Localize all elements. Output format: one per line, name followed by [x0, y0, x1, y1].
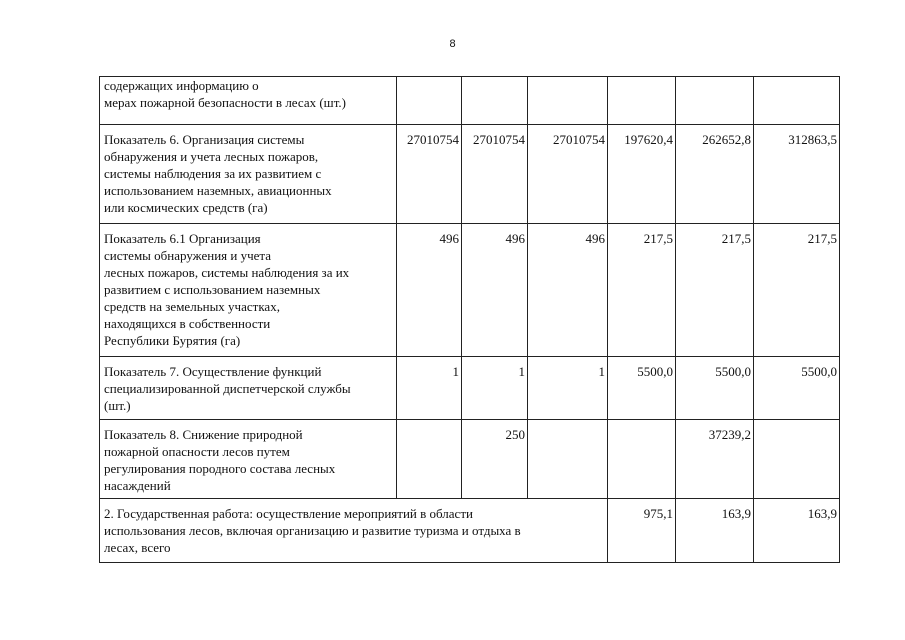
value-cell	[462, 77, 528, 125]
value-cell	[528, 77, 608, 125]
indicator-label: Показатель 8. Снижение природной пожарной опасности лесов путем регулирования породного состава лесных насаждений	[100, 420, 397, 499]
value-cell: 163,9	[754, 499, 840, 563]
indicator-label: Показатель 6.1 Организация системы обнаружения и учета лесных пожаров, системы наблюдения за их развитием с использованием наземных средств на земельных участках, находящихся в собственности Республики Бурятия (га)	[100, 224, 397, 357]
table-row	[100, 357, 840, 420]
value-cell: 5500,0	[754, 357, 840, 420]
value-cell	[754, 420, 840, 499]
value-cell	[608, 420, 676, 499]
value-cell: 37239,2	[676, 420, 754, 499]
value-cell: 1	[528, 357, 608, 420]
value-cell	[397, 420, 462, 499]
forest-indicators-table	[99, 76, 840, 563]
value-cell: 496	[528, 224, 608, 357]
value-cell: 496	[397, 224, 462, 357]
value-cell: 975,1	[608, 499, 676, 563]
value-cell: 163,9	[676, 499, 754, 563]
indicator-label: Показатель 6. Организация системы обнаружения и учета лесных пожаров, системы наблюдения за их развитием с использованием наземных, авиационных или космических средств (га)	[100, 125, 397, 224]
value-cell: 1	[462, 357, 528, 420]
table-row	[100, 77, 840, 125]
indicator-label: содержащих информацию о мерах пожарной безопасности в лесах (шт.)	[100, 77, 397, 125]
value-cell: 496	[462, 224, 528, 357]
value-cell	[608, 77, 676, 125]
summary-row	[100, 499, 840, 563]
summary-label: 2. Государственная работа: осуществление мероприятий в области использования лесов, включая организацию и развитие туризма и отдыха в лесах, всего	[100, 499, 608, 563]
value-cell: 217,5	[754, 224, 840, 357]
indicator-label: Показатель 7. Осуществление функций специализированной диспетчерской службы (шт.)	[100, 357, 397, 420]
table-row	[100, 224, 840, 357]
value-cell: 217,5	[608, 224, 676, 357]
value-cell: 27010754	[462, 125, 528, 224]
value-cell: 27010754	[397, 125, 462, 224]
value-cell: 27010754	[528, 125, 608, 224]
page-number: 8	[449, 38, 456, 50]
value-cell: 250	[462, 420, 528, 499]
value-cell: 1	[397, 357, 462, 420]
value-cell: 217,5	[676, 224, 754, 357]
table-row	[100, 420, 840, 499]
value-cell: 5500,0	[676, 357, 754, 420]
value-cell	[676, 77, 754, 125]
table-row	[100, 125, 840, 224]
value-cell	[397, 77, 462, 125]
value-cell: 197620,4	[608, 125, 676, 224]
value-cell: 262652,8	[676, 125, 754, 224]
value-cell	[754, 77, 840, 125]
value-cell: 312863,5	[754, 125, 840, 224]
value-cell: 5500,0	[608, 357, 676, 420]
value-cell	[528, 420, 608, 499]
